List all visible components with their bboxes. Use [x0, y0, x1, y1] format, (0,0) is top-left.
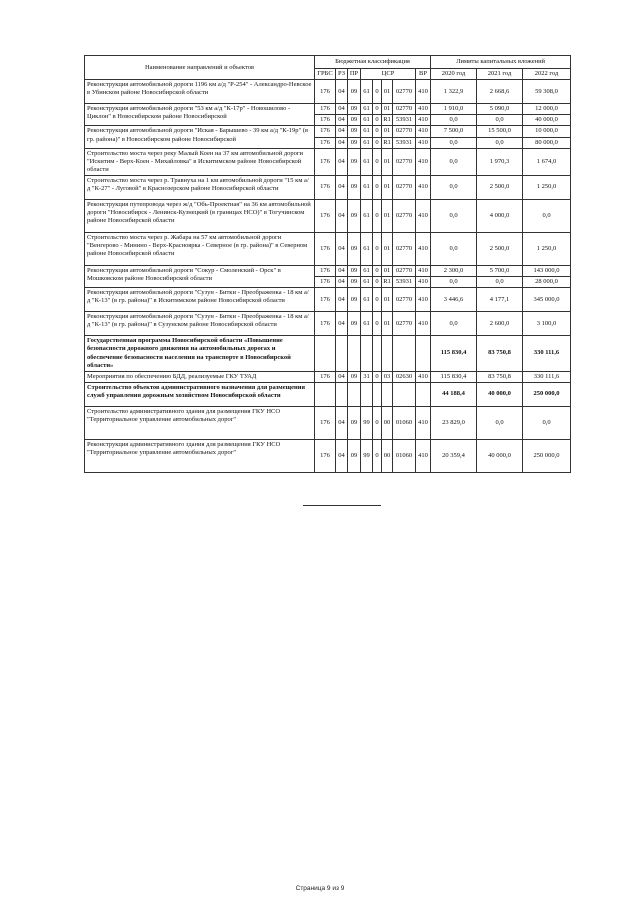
cell-pr: 09	[348, 80, 361, 104]
cell-pr: 09	[348, 371, 361, 382]
cell-v2022: 0,0	[523, 200, 571, 233]
cell-grbs: 176	[315, 266, 336, 277]
cell-c2: 0	[373, 288, 382, 312]
cell-v2021: 0,0	[477, 406, 523, 439]
table-row	[85, 336, 571, 372]
header-pr: ПР	[348, 69, 361, 80]
cell-v2021: 15 500,0	[477, 126, 523, 137]
cell-c4	[393, 336, 416, 372]
table-row	[85, 126, 571, 137]
header-rz: РЗ	[336, 69, 348, 80]
cell-vr: 410	[416, 148, 431, 175]
cell-v2020: 0,0	[431, 200, 477, 233]
cell-object-name: Строительство моста через р. Травнуха на 1 км автомобильной дороги "15 км а/д "К-27" - Луговой" в Краснозерском районе Новосибирской области	[85, 176, 315, 200]
header-vr: ВР	[416, 69, 431, 80]
cell-v2020: 0,0	[431, 233, 477, 266]
cell-c2: 0	[373, 104, 382, 115]
cell-pr: 09	[348, 288, 361, 312]
cell-vr: 410	[416, 200, 431, 233]
cell-pr: 09	[348, 104, 361, 115]
cell-rz: 04	[336, 312, 348, 336]
cell-c3: R1	[382, 137, 393, 148]
table-row	[85, 288, 571, 312]
cell-c3: 01	[382, 80, 393, 104]
cell-c1: 61	[361, 266, 373, 277]
cell-c3: 01	[382, 312, 393, 336]
cell-grbs: 176	[315, 148, 336, 175]
cell-object-name: Реконструкция автомобильной дороги 1196 км а/д "Р-254" - Александро-Невское в Убинском районе Новосибирской области	[85, 80, 315, 104]
cell-c3: R1	[382, 277, 393, 288]
cell-grbs: 176	[315, 233, 336, 266]
cell-v2021: 0,0	[477, 137, 523, 148]
cell-v2021: 83 750,8	[477, 371, 523, 382]
cell-vr: 410	[416, 137, 431, 148]
cell-c2	[373, 382, 382, 406]
cell-v2021: 4 177,1	[477, 288, 523, 312]
cell-rz: 04	[336, 200, 348, 233]
cell-c4: 02630	[393, 371, 416, 382]
cell-c4: 02770	[393, 200, 416, 233]
cell-v2022: 10 000,0	[523, 126, 571, 137]
table-row	[85, 371, 571, 382]
cell-c3: 01	[382, 266, 393, 277]
cell-c4: 02770	[393, 312, 416, 336]
header-name: Наименование направлений и объектов	[85, 56, 315, 80]
cell-v2021: 83 750,8	[477, 336, 523, 372]
cell-v2022: 3 100,0	[523, 312, 571, 336]
cell-rz: 04	[336, 439, 348, 472]
cell-v2022: 345 000,0	[523, 288, 571, 312]
cell-v2021: 2 500,0	[477, 176, 523, 200]
cell-vr	[416, 382, 431, 406]
cell-grbs: 176	[315, 288, 336, 312]
cell-object-name: Государственная программа Новосибирской области «Повышение безопасности дорожного движения на автомобильных дорогах и обеспечение безопасности населения на транспорте в Новосибирской области»	[85, 336, 315, 372]
table-row	[85, 104, 571, 115]
cell-object-name: Реконструкция автомобильной дороги "Сузун - Битки - Преображенка - 18 км а/д "К-13" (в гр. района)" в Искитимском районе Новосибирской области	[85, 288, 315, 312]
cell-c1: 31	[361, 371, 373, 382]
header-grbs: ГРБС	[315, 69, 336, 80]
cell-v2021: 2 600,0	[477, 312, 523, 336]
cell-pr: 09	[348, 439, 361, 472]
cell-c1: 61	[361, 233, 373, 266]
header-limits: Лимиты капитальных вложений	[431, 56, 571, 69]
table-row	[85, 382, 571, 406]
header-budget-class: Бюджетная классификация	[315, 56, 431, 69]
cell-pr: 09	[348, 312, 361, 336]
cell-pr	[348, 382, 361, 406]
cell-c1: 61	[361, 104, 373, 115]
cell-rz: 04	[336, 288, 348, 312]
cell-c3: 01	[382, 104, 393, 115]
cell-v2020: 0,0	[431, 312, 477, 336]
cell-v2022: 143 000,0	[523, 266, 571, 277]
cell-c4: 02770	[393, 176, 416, 200]
cell-c4: 53931	[393, 277, 416, 288]
cell-grbs: 176	[315, 439, 336, 472]
cell-c4: 02770	[393, 148, 416, 175]
cell-c2: 0	[373, 439, 382, 472]
cell-v2021: 1 970,3	[477, 148, 523, 175]
cell-pr	[348, 336, 361, 372]
cell-rz: 04	[336, 115, 348, 126]
cell-rz: 04	[336, 371, 348, 382]
cell-grbs: 176	[315, 277, 336, 288]
cell-grbs: 176	[315, 371, 336, 382]
cell-v2021: 0,0	[477, 277, 523, 288]
cell-c2: 0	[373, 371, 382, 382]
cell-rz: 04	[336, 104, 348, 115]
cell-v2020: 2 300,0	[431, 266, 477, 277]
cell-vr: 410	[416, 104, 431, 115]
cell-c4: 01060	[393, 406, 416, 439]
cell-c3: 00	[382, 439, 393, 472]
cell-v2021: 0,0	[477, 115, 523, 126]
cell-rz: 04	[336, 406, 348, 439]
cell-c1: 61	[361, 115, 373, 126]
cell-pr: 09	[348, 137, 361, 148]
cell-rz	[336, 336, 348, 372]
cell-v2022: 12 000,0	[523, 104, 571, 115]
budget-table	[84, 55, 571, 473]
cell-v2021: 5 090,0	[477, 104, 523, 115]
cell-c4: 02770	[393, 80, 416, 104]
cell-rz: 04	[336, 233, 348, 266]
cell-v2020: 1 910,0	[431, 104, 477, 115]
cell-v2020: 23 829,0	[431, 406, 477, 439]
cell-c2: 0	[373, 200, 382, 233]
cell-grbs: 176	[315, 312, 336, 336]
cell-grbs: 176	[315, 104, 336, 115]
cell-c3: 01	[382, 200, 393, 233]
cell-c1	[361, 336, 373, 372]
cell-v2021: 4 000,0	[477, 200, 523, 233]
cell-object-name: Строительство моста через реку Малый Коен на 37 км автомобильной дороги "Искитим - Верх-Коен - Михайловка" в Искитимском районе Новосибирской области	[85, 148, 315, 175]
cell-v2020: 0,0	[431, 176, 477, 200]
cell-grbs: 176	[315, 126, 336, 137]
cell-c2: 0	[373, 233, 382, 266]
cell-vr: 410	[416, 312, 431, 336]
cell-grbs: 176	[315, 115, 336, 126]
cell-pr: 09	[348, 126, 361, 137]
cell-c3: 01	[382, 126, 393, 137]
header-csr: ЦСР	[361, 69, 416, 80]
cell-c4: 02770	[393, 266, 416, 277]
cell-v2022: 330 111,6	[523, 371, 571, 382]
cell-v2020: 3 446,6	[431, 288, 477, 312]
cell-object-name: Строительство моста через р. Жабара на 57 км автомобильной дороги "Венгерово - Минино - Верх-Красноярка - Северное (в гр. района)" в Северном районе Новосибирской области	[85, 233, 315, 266]
cell-object-name: Реконструкция путепровода через ж/д "Обь-Проектная" на 36 км автомобильной дороги "Новосибирск - Ленинск-Кузнецкий (в границах НСО)" в Тогучинском районе Новосибирской области	[85, 200, 315, 233]
cell-v2021: 40 000,0	[477, 439, 523, 472]
cell-grbs: 176	[315, 406, 336, 439]
cell-v2020: 0,0	[431, 277, 477, 288]
cell-v2020: 20 359,4	[431, 439, 477, 472]
cell-grbs	[315, 382, 336, 406]
cell-pr: 09	[348, 266, 361, 277]
cell-v2022: 250 000,0	[523, 382, 571, 406]
cell-c1: 61	[361, 277, 373, 288]
cell-rz: 04	[336, 277, 348, 288]
cell-c1: 99	[361, 439, 373, 472]
cell-vr: 410	[416, 126, 431, 137]
cell-vr: 410	[416, 176, 431, 200]
header-2021: 2021 год	[477, 69, 523, 80]
cell-object-name: Реконструкция автомобильной дороги "Иская - Барышево - 39 км а/д "К-19р" (в гр. района)" в Новосибирском районе Новосибирской	[85, 126, 315, 148]
cell-c3: 03	[382, 371, 393, 382]
cell-v2020: 0,0	[431, 137, 477, 148]
cell-v2022: 330 111,6	[523, 336, 571, 372]
cell-c4: 53931	[393, 137, 416, 148]
cell-c3: 01	[382, 288, 393, 312]
cell-v2022: 80 000,0	[523, 137, 571, 148]
cell-c3: R1	[382, 115, 393, 126]
cell-grbs: 176	[315, 176, 336, 200]
cell-c2	[373, 336, 382, 372]
cell-c2: 0	[373, 126, 382, 137]
cell-c3: 01	[382, 148, 393, 175]
cell-vr: 410	[416, 406, 431, 439]
table-row	[85, 200, 571, 233]
cell-vr: 410	[416, 80, 431, 104]
table-row	[85, 233, 571, 266]
cell-grbs	[315, 336, 336, 372]
cell-rz: 04	[336, 266, 348, 277]
cell-object-name: Строительство административного здания для размещения ГКУ НСО "Территориальное управление автомобильных дорог"	[85, 406, 315, 439]
cell-v2020: 115 830,4	[431, 336, 477, 372]
cell-v2020: 0,0	[431, 148, 477, 175]
cell-grbs: 176	[315, 137, 336, 148]
cell-c4: 53931	[393, 115, 416, 126]
cell-c1: 61	[361, 80, 373, 104]
cell-pr: 09	[348, 233, 361, 266]
cell-rz: 04	[336, 148, 348, 175]
cell-v2021: 40 000,0	[477, 382, 523, 406]
cell-v2021: 2 668,6	[477, 80, 523, 104]
table-row	[85, 312, 571, 336]
cell-c4: 02770	[393, 233, 416, 266]
table-row	[85, 80, 571, 104]
cell-pr: 09	[348, 406, 361, 439]
cell-c3: 00	[382, 406, 393, 439]
cell-pr: 09	[348, 115, 361, 126]
cell-object-name: Реконструкция автомобильной дороги "Сокур - Смоленский - Орск" в Мошковском районе Новосибирской области	[85, 266, 315, 288]
cell-c2: 0	[373, 277, 382, 288]
cell-c4: 02770	[393, 126, 416, 137]
cell-rz: 04	[336, 126, 348, 137]
page-footer: Страница 9 из 9	[295, 885, 345, 892]
table-row	[85, 176, 571, 200]
cell-v2022: 59 308,0	[523, 80, 571, 104]
cell-v2020: 115 830,4	[431, 371, 477, 382]
cell-vr: 410	[416, 371, 431, 382]
cell-c1: 61	[361, 148, 373, 175]
cell-c2: 0	[373, 148, 382, 175]
table-row	[85, 266, 571, 277]
cell-rz	[336, 382, 348, 406]
cell-v2022: 0,0	[523, 406, 571, 439]
cell-object-name: Мероприятия по обеспечению БДД, реализуемые ГКУ ТУАД	[85, 371, 315, 382]
cell-v2020: 7 500,0	[431, 126, 477, 137]
cell-c1: 61	[361, 126, 373, 137]
cell-c3: 01	[382, 233, 393, 266]
cell-vr: 410	[416, 439, 431, 472]
cell-c4: 02770	[393, 288, 416, 312]
cell-c2: 0	[373, 80, 382, 104]
cell-c3: 01	[382, 176, 393, 200]
cell-c1: 61	[361, 200, 373, 233]
cell-object-name: Реконструкция автомобильной дороги "53 км а/д "К-17р" - Новошилово - Циклон" в Новосибирском районе Новосибирской	[85, 104, 315, 126]
cell-v2022: 1 250,0	[523, 233, 571, 266]
cell-pr: 09	[348, 176, 361, 200]
cell-rz: 04	[336, 80, 348, 104]
cell-pr: 09	[348, 277, 361, 288]
cell-vr	[416, 336, 431, 372]
cell-pr: 09	[348, 148, 361, 175]
cell-vr: 410	[416, 115, 431, 126]
cell-rz: 04	[336, 137, 348, 148]
cell-vr: 410	[416, 266, 431, 277]
cell-c1: 99	[361, 406, 373, 439]
cell-c2: 0	[373, 115, 382, 126]
table-row	[85, 148, 571, 175]
cell-c1	[361, 382, 373, 406]
cell-c1: 61	[361, 137, 373, 148]
cell-v2022: 28 000,0	[523, 277, 571, 288]
header-2022: 2022 год	[523, 69, 571, 80]
cell-c1: 61	[361, 176, 373, 200]
cell-v2022: 40 000,0	[523, 115, 571, 126]
table-row	[85, 406, 571, 439]
cell-v2021: 2 500,0	[477, 233, 523, 266]
cell-c2: 0	[373, 137, 382, 148]
cell-grbs: 176	[315, 200, 336, 233]
cell-v2021: 5 700,0	[477, 266, 523, 277]
cell-pr: 09	[348, 200, 361, 233]
cell-c4	[393, 382, 416, 406]
cell-v2020: 0,0	[431, 115, 477, 126]
cell-c1: 61	[361, 312, 373, 336]
cell-c2: 0	[373, 406, 382, 439]
cell-c1: 61	[361, 288, 373, 312]
cell-c3	[382, 382, 393, 406]
cell-v2022: 1 250,0	[523, 176, 571, 200]
cell-c2: 0	[373, 312, 382, 336]
cell-c3	[382, 336, 393, 372]
cell-c2: 0	[373, 176, 382, 200]
cell-vr: 410	[416, 288, 431, 312]
cell-grbs: 176	[315, 80, 336, 104]
table-row	[85, 439, 571, 472]
cell-object-name: Строительство объектов административного назначения для размещения служб управления дорожным хозяйством Новосибирской области	[85, 382, 315, 406]
cell-c2: 0	[373, 266, 382, 277]
cell-c4: 02770	[393, 104, 416, 115]
cell-c4: 01060	[393, 439, 416, 472]
cell-v2020: 1 322,9	[431, 80, 477, 104]
cell-object-name: Реконструкция автомобильной дороги "Сузун - Битки - Преображенка - 18 км а/д "К-13" (в гр. района)" в Сузунском районе Новосибирской области	[85, 312, 315, 336]
cell-v2022: 1 674,0	[523, 148, 571, 175]
cell-object-name: Реконструкция административного здания для размещения ГКУ НСО "Территориальное управление автомобильных дорог"	[85, 439, 315, 472]
cell-rz: 04	[336, 176, 348, 200]
cell-v2020: 44 188,4	[431, 382, 477, 406]
cell-vr: 410	[416, 233, 431, 266]
end-rule	[303, 505, 381, 506]
header-2020: 2020 год	[431, 69, 477, 80]
cell-vr: 410	[416, 277, 431, 288]
cell-v2022: 250 000,0	[523, 439, 571, 472]
